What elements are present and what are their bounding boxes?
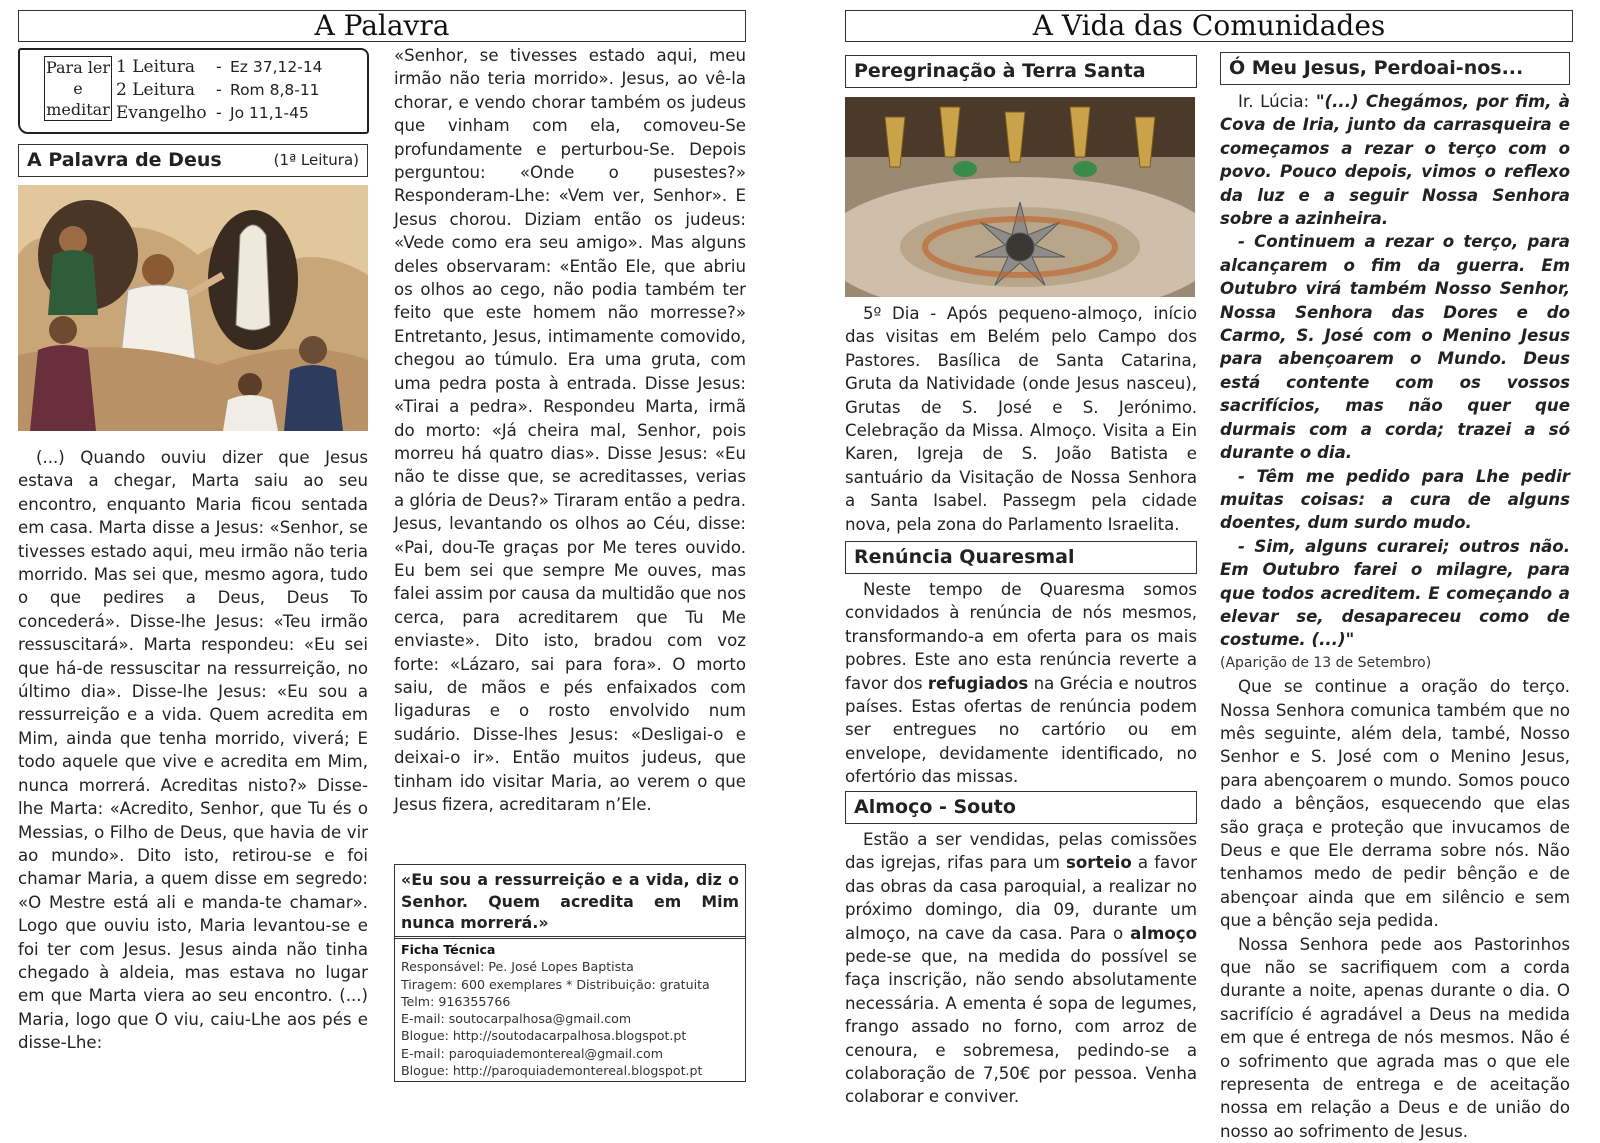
renuncia-text-a: Neste tempo de Quaresma somos convidados à renúncia de nós mesmos, transformando-a em oferta para os mais pobres. Este ano esta renúncia reverte a favor dos — [845, 580, 1197, 693]
readings-label-line: e — [73, 79, 83, 98]
reading-row: Evangelho - Jo 11,1-45 — [116, 103, 309, 123]
page-title-left: A Palavra — [18, 10, 746, 42]
reading-name: Evangelho — [116, 103, 207, 123]
renuncia-text — [845, 578, 1197, 789]
tech-line: Responsável: Pe. José Lopes Baptista — [401, 959, 634, 975]
section-note: (1ª Leitura) — [273, 151, 359, 169]
jesus-quote-2: - Continuem a rezar o terço, para alcançarem o fim da guerra. Em Outubro virá também Nosso Senhor, Nossa Senhora das Dores e do Carmo, S. José com o Menino Jesus para abençoarem o Mundo. Deus está contente com os vossos sacrifícios, mas não quer que durmais com a corda; trazei a só durante o dia. — [1220, 232, 1570, 463]
column-peregrinacao — [845, 302, 1197, 536]
reading-ref: Rom 8,8-11 — [230, 81, 320, 99]
tech-title: Ficha Técnica — [401, 942, 496, 957]
section-title-text: A Palavra de Deus — [27, 149, 222, 171]
readings-label-line: meditar — [46, 100, 110, 119]
reading-row: 1 Leitura - Ez 37,12-14 — [116, 57, 323, 77]
renuncia-highlight: refugiados — [927, 673, 1029, 693]
column-almoco — [845, 828, 1197, 1109]
gospel-text-1: (...) Quando ouviu dizer que Jesus estava a chegar, Marta saiu ao seu encontro, enquanto Maria ficou sentada em casa. Marta disse a Jesus: «Senhor, se tivesses estado aqui, meu irmão não teria morrido. Mas sei que, mesmo agora, tudo o que pedires a Deus, Deus To concederá». Disse-lhe Jesus: «Teu irmão ressuscitará». Marta respondeu: «Eu sei que há-de ressuscitar na ressurreição, no último dia». Disse-lhe Jesus: «Eu sou a ressurreição e a vida. Quem acredita em Mim, ainda que tenha morrido, viverá; E todo aquele que vive e acredita em Mim, nunca morrerá. Acreditas nisto?» Disse-lhe Marta: «Acredito, Senhor, que Tu és o Messias, o Filho de Deus, que havia de vir ao mundo». Dito isto, retirou-se e foi chamar Maria, a quem disse em segredo: «O Mestre está ali e manda-te chamar». Logo que ouviu isto, Maria levantou-se e foi ter com Jesus. Jesus ainda não tinha chegado à aldeia, mas estava no lugar em que Marta viera ao seu encontro. (...) Maria, logo que O viu, caiu-Lhe aos pés e disse-Lhe: — [18, 448, 368, 1053]
lazarus-illustration — [18, 185, 368, 431]
gospel-text-2: «Senhor, se tivesses estado aqui, meu irmão não teria morrido». Jesus, ao vê-la chorar, e vendo chorar também os judeus que vinham com ela, comoveu-Se profundamente e perturbou-Se. Depois perguntou: «Onde o pusestes?» Responderam-Lhe: «Vem ver, Senhor». E Jesus chorou. Diziam então os judeus: «Vede como era seu amigo». Mas alguns deles observaram: «Então Ele, que abriu os olhos ao cego, não podia também ter feito que este homem não morresse?» Entretanto, Jesus, intimamente comovido, chegou ao túmulo. Era uma gruta, com uma pedra posta à entrada. Disse Jesus: «Tirai a pedra». Respondeu Marta, irmã do morto: «Já cheira mal, Senhor, pois morreu há quatro dias». Disse Jesus: «Eu não te disse que, se acreditasses, verias a glória de Deus?» Tiraram então a pedra. Jesus, levantando os olhos ao Céu, disse: «Pai, dou-Te graças por Me teres ouvido. Eu bem sei que sempre Me ouves, mas falei assim por causa da multidão que nos cerca, para acreditarem que Tu Me enviaste». Dito isto, bradou com voz forte: «Lázaro, sai para fora». O morto saiu, de mãos e pés enfaixados com ligaduras e o rosto envolvido num sudário. Disse-lhes Jesus: «Desligai-o e deixai-o ir». Então muitos judeus, que tinham ido visitar Maria, ao verem o que Jesus fizera, acreditaram n’Ele. — [394, 46, 746, 814]
grotto-photo — [845, 97, 1195, 297]
column-gospel-1 — [18, 446, 368, 1055]
tech-line: Blogue: http://soutodacarpalhosa.blogspot.pt — [401, 1028, 687, 1044]
almoco-text-a: Estão a ser vendidas, pelas comissões das igrejas, rifas para um — [845, 830, 1197, 873]
tech-line: Blogue: http://paroquiademontereal.blogspot.pt — [401, 1063, 703, 1079]
speaker-label: Ir. Lúcia: — [1238, 92, 1310, 111]
jesus-source: (Aparição de 13 de Setembro) — [1220, 654, 1432, 671]
jesus-p6: Nossa Senhora pede aos Pastorinhos que não se sacrifiquem com a corda durante a noite, apenas durante o dia. O sacrifício é agradável a Deus na medida em que é entrega de nós mesmos. Não é o sofrimento que agrada mas o que ele representa de entrega e de aceitação nossa em relação a Deus e de união do nosso ao sofrimento de Jesus. — [1220, 934, 1570, 1141]
reading-name: 1 Leitura — [116, 57, 196, 77]
tech-line: Telm: 916355766 — [401, 993, 511, 1009]
column-gospel-2 — [394, 44, 746, 816]
page-title-right: A Vida das Comunidades — [845, 10, 1573, 42]
reading-ref: Ez 37,12-14 — [230, 58, 323, 76]
peregrinacao-text: 5º Dia - Após pequeno-almoço, início das visitas em Belém pelo Campo dos Pastores. Basílica de Santa Catarina, Gruta da Natividade (onde Jesus nasceu), Grutas de S. José e S. Jerónimo. Celebração da Missa. Almoço. Visita a Ein Karen, Igreja de S. João Batista e santuário da Visitação de Nossa Senhora a Santa Isabel. Passegm pela cidade nova, pela zona do Parlamento Israelita. — [845, 304, 1197, 534]
almoco-text-c: a favor das obras da casa paroquial, a realizar no próximo domingo, dia 09, durante um almoço, na cave da casa. Para o — [845, 853, 1197, 943]
section-title-renuncia: Renúncia Quaresmal — [845, 541, 1197, 574]
tech-line: Tiragem: 600 exemplares * Distribuição: gratuita — [401, 976, 710, 992]
column-renuncia — [845, 578, 1197, 789]
jesus-p5: Que se continue a oração do terço. Nossa Senhora comunica também que no mês seguinte, além dela, també, Nosso Senhor e S. José com o Menino Jesus, para abençoarem o mundo. Somos pouco dado a bênçãos, esquecendo que elas são graça e proteção que invucamos de Deus e que Ele derrama sobre nós. Não tenhamos medo de pedir bênção e de abençoar ainda que em silêncio e sem que a bênção seja pedida. — [1220, 677, 1570, 931]
almoco-text — [845, 828, 1197, 1109]
tech-line: E-mail: soutocarpalhosa@gmail.com — [401, 1011, 632, 1027]
tech-line: E-mail: paroquiademontereal@gmail.com — [401, 1045, 663, 1061]
almoco-text-e: pede-se que, na medida do possível se faça inscrição, não sendo absolutamente necessária. A ementa é sopa de legumes, frango assado no forno, com arroz de cenoura, e sobremesa, pedindo-se a colaboração de 7,50€ por pessoa. Venha colaborar e conviver. — [845, 947, 1197, 1107]
section-title-palavra — [18, 144, 368, 177]
almoco-highlight-almoco: almoço — [1130, 923, 1197, 943]
column-jesus — [1220, 90, 1570, 1143]
section-title-peregrinacao: Peregrinação à Terra Santa — [845, 55, 1197, 88]
quote-box: «Eu sou a ressurreição e a vida, diz o Senhor. Quem acredita em Mim nunca morrerá.» — [394, 864, 746, 939]
readings-box — [18, 48, 369, 134]
reading-ref: Jo 11,1-45 — [230, 104, 309, 122]
renuncia-text-c: na Grécia e noutros países. Estas ofertas de renúncia podem ser entregues no cartório ou em envelope, devidamente identificado, no ofertório das missas. — [845, 673, 1197, 787]
section-title-jesus: Ó Meu Jesus, Perdoai-nos... — [1220, 52, 1570, 85]
jesus-quote-3: - Têm me pedido para Lhe pedir muitas coisas: a cura de alguns doentes, dum surdo mudo. — [1220, 466, 1570, 533]
jesus-p1 — [1220, 90, 1570, 230]
reading-name: 2 Leitura — [116, 80, 196, 100]
jesus-quote-1: "(...) Chegámos, por fim, à Cova de Iria, junto da carrasqueira e começamos a rezar o terço com o povo. Pouco depois, vimos o reflexo da luz e a seguir Nossa Senhora sobre a azinheira. — [1220, 92, 1570, 229]
readings-label-line: Para ler — [45, 58, 111, 77]
reading-row: 2 Leitura - Rom 8,8-11 — [116, 80, 320, 100]
section-title-almoco: Almoço - Souto — [845, 791, 1197, 824]
almoco-highlight-sorteio: sorteio — [1066, 853, 1132, 873]
readings-label — [44, 56, 112, 121]
jesus-quote-4: - Sim, alguns curarei; outros não. Em Outubro farei o milagre, para que todos acreditem. E começando a elevar se, desapareceu como de costume. (...)" — [1220, 536, 1570, 650]
tech-sheet — [394, 936, 746, 1082]
